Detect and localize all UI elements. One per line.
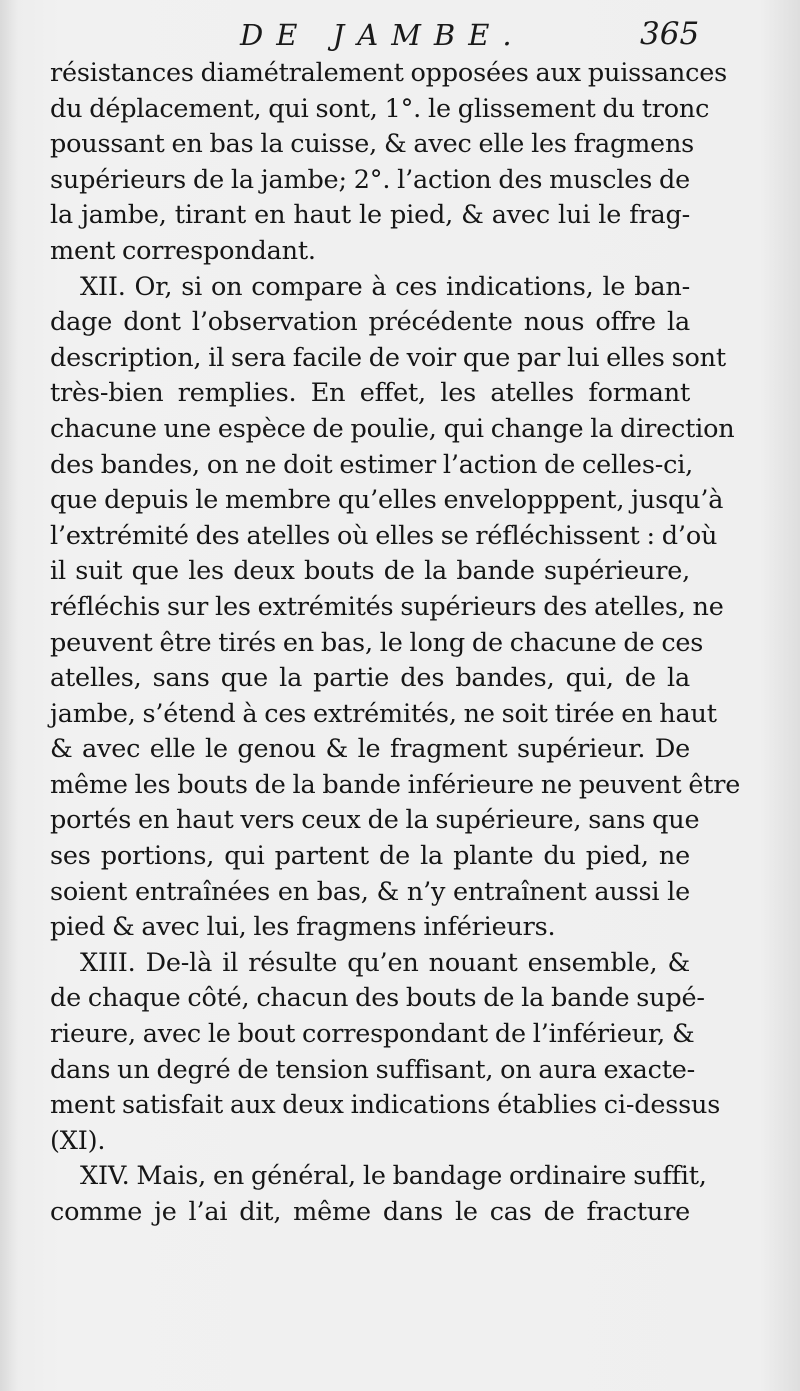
text-line: résistances diamétralement opposées aux puissances — [50, 58, 728, 88]
text-line: ment correspondant. — [50, 235, 316, 266]
text-line: réfléchis sur les extrémités supérieurs des atelles, ne — [50, 591, 724, 622]
text-line: (XI). — [50, 1125, 106, 1156]
text-line: ses portions, qui partent de la plante du pied, ne — [50, 841, 690, 872]
text-line: ment satisfait aux deux indications établies ci-dessus — [50, 1090, 721, 1121]
text-line: dage dont l’observation précédente nous offre la — [50, 307, 690, 338]
text-line: l’extrémité des atelles où elles se réfléchissent : d’où — [50, 520, 718, 551]
text-line: même les bouts de la bande inférieure ne peuvent être — [50, 769, 741, 800]
text-line: la jambe, tirant en haut le pied, & avec lui le frag- — [50, 200, 690, 231]
text-line: il suit que les deux bouts de la bande supérieure, — [50, 556, 690, 587]
text-line: rieure, avec le bout correspondant de l’inférieur, & — [50, 1019, 695, 1050]
text-line: que depuis le membre qu’elles envelopppent, jusqu’à — [50, 485, 724, 516]
text-line: atelles, sans que la partie des bandes, qui, de la — [50, 663, 690, 694]
text-line: description, il sera facile de voir que par lui elles sont — [50, 342, 726, 373]
text-line: XIV. Mais, en général, le bandage ordinaire suffit, — [80, 1161, 707, 1192]
text-line: de chaque côté, chacun des bouts de la bande supé- — [50, 983, 705, 1014]
text-line: & avec elle le genou & le fragment supérieur. De — [50, 734, 690, 765]
page-number: 365 — [640, 16, 700, 52]
text-line: XII. Or, si on compare à ces indications, le ban- — [80, 271, 690, 302]
text-line: dans un degré de tension suffisant, on aura exacte- — [50, 1054, 696, 1085]
text-line: poussant en bas la cuisse, & avec elle les fragmens — [50, 129, 695, 160]
text-line: jambe, s’étend à ces extrémités, ne soit tirée en haut — [50, 698, 717, 729]
text-line: du déplacement, qui sont, 1°. le glissement du tronc — [50, 93, 710, 124]
text-line: pied & avec lui, les fragmens inférieurs. — [50, 912, 556, 943]
text-line: supérieurs de la jambe; 2°. l’action des muscles de — [50, 164, 690, 195]
body-text — [50, 56, 741, 1231]
text-line: très-bien remplies. En effet, les atelles formant — [50, 378, 690, 409]
text-line: chacune une espèce de poulie, qui change la direction — [50, 413, 735, 444]
text-line: peuvent être tirés en bas, le long de chacune de ces — [50, 627, 704, 658]
text-line: soient entraînées en bas, & n’y entraînent aussi le — [50, 876, 690, 907]
text-line: portés en haut vers ceux de la supérieure, sans que — [50, 805, 700, 836]
running-title: DE JAMBE. — [240, 18, 525, 52]
text-line: des bandes, on ne doit estimer l’action de celles-ci, — [50, 449, 694, 480]
text-line: comme je l’ai dit, même dans le cas de fracture — [50, 1197, 690, 1227]
text-line: XIII. De-là il résulte qu’en nouant ensemble, & — [80, 947, 690, 978]
